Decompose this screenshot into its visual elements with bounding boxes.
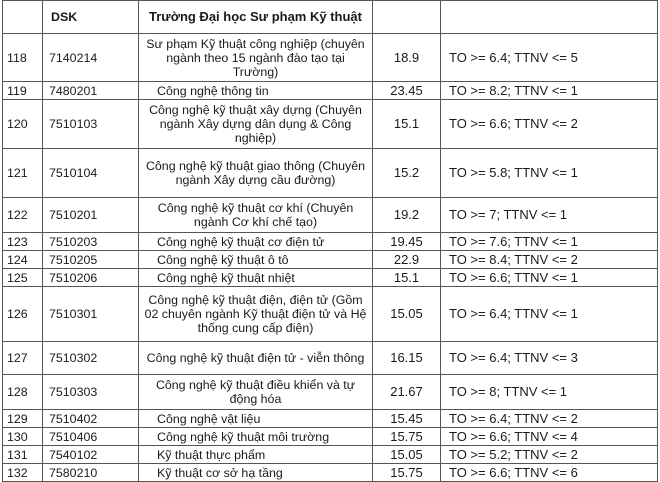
- major-name: Công nghệ kỹ thuật xây dựng (Chuyên ngành Xây dựng dân dụng & Công nghiệp): [139, 100, 373, 149]
- header-row: [3, 1, 658, 34]
- tie-break-criteria: TO >= 6.6; TTNV <= 2: [441, 100, 658, 149]
- table-row: [3, 464, 658, 482]
- major-name: Công nghệ kỹ thuật điều khiển và tự động hóa: [139, 375, 373, 410]
- table-row: [3, 149, 658, 198]
- row-number: 125: [3, 269, 43, 287]
- row-number: 126: [3, 287, 43, 342]
- table-row: [3, 287, 658, 342]
- major-code: 7140214: [43, 34, 139, 82]
- cutoff-score: 15.1: [373, 269, 441, 287]
- cutoff-score: 15.05: [373, 446, 441, 464]
- major-name: Kỹ thuật thực phẩm: [139, 446, 373, 464]
- major-code: 7510302: [43, 342, 139, 375]
- header-criteria: [441, 1, 658, 34]
- row-number: 122: [3, 198, 43, 233]
- major-code: 7510205: [43, 251, 139, 269]
- tie-break-criteria: TO >= 6.6; TTNV <= 6: [441, 464, 658, 482]
- major-code: 7510206: [43, 269, 139, 287]
- major-name: Công nghệ kỹ thuật điện tử - viễn thông: [139, 342, 373, 375]
- major-name: Công nghệ kỹ thuật giao thông (Chuyên ngành Xây dựng cầu đường): [139, 149, 373, 198]
- cutoff-score: 22.9: [373, 251, 441, 269]
- row-number: 119: [3, 82, 43, 100]
- cutoff-score: 15.75: [373, 464, 441, 482]
- row-number: 132: [3, 464, 43, 482]
- header-code: DSK: [43, 1, 139, 34]
- tie-break-criteria: TO >= 8.4; TTNV <= 2: [441, 251, 658, 269]
- row-number: 129: [3, 410, 43, 428]
- table-row: [3, 100, 658, 149]
- table-row: [3, 251, 658, 269]
- tie-break-criteria: TO >= 8; TTNV <= 1: [441, 375, 658, 410]
- tie-break-criteria: TO >= 5.2; TTNV <= 2: [441, 446, 658, 464]
- row-number: 123: [3, 233, 43, 251]
- row-number: 118: [3, 34, 43, 82]
- table-row: [3, 342, 658, 375]
- major-name: Công nghệ kỹ thuật cơ khí (Chuyên ngành Cơ khí chế tạo): [139, 198, 373, 233]
- cutoff-score: 15.1: [373, 100, 441, 149]
- major-code: 7510203: [43, 233, 139, 251]
- major-code: 7510103: [43, 100, 139, 149]
- major-name: Sư phạm Kỹ thuật công nghiệp (chuyên ngành theo 15 ngành đào tạo tại Trường): [139, 34, 373, 82]
- cutoff-score: 18.9: [373, 34, 441, 82]
- cutoff-score: 21.67: [373, 375, 441, 410]
- row-number: 120: [3, 100, 43, 149]
- row-number: 128: [3, 375, 43, 410]
- table-row: [3, 34, 658, 82]
- major-name: Công nghệ vật liệu: [139, 410, 373, 428]
- table-body: [3, 34, 658, 482]
- tie-break-criteria: TO >= 6.4; TTNV <= 2: [441, 410, 658, 428]
- major-name: Công nghệ thông tin: [139, 82, 373, 100]
- table-row: [3, 269, 658, 287]
- tie-break-criteria: TO >= 6.4; TTNV <= 1: [441, 287, 658, 342]
- major-code: 7510406: [43, 428, 139, 446]
- major-code: 7480201: [43, 82, 139, 100]
- table-row: [3, 82, 658, 100]
- major-name: Công nghệ kỹ thuật ô tô: [139, 251, 373, 269]
- major-name: Công nghệ kỹ thuật nhiệt: [139, 269, 373, 287]
- row-number: 121: [3, 149, 43, 198]
- major-code: 7510104: [43, 149, 139, 198]
- tie-break-criteria: TO >= 7; TTNV <= 1: [441, 198, 658, 233]
- cutoff-score: 16.15: [373, 342, 441, 375]
- cutoff-score: 23.45: [373, 82, 441, 100]
- row-number: 127: [3, 342, 43, 375]
- row-number: 130: [3, 428, 43, 446]
- major-code: 7510201: [43, 198, 139, 233]
- tie-break-criteria: TO >= 6.4; TTNV <= 3: [441, 342, 658, 375]
- table-row: [3, 428, 658, 446]
- cutoff-score: 19.2: [373, 198, 441, 233]
- tie-break-criteria: TO >= 6.6; TTNV <= 1: [441, 269, 658, 287]
- table-row: [3, 410, 658, 428]
- major-code: 7510402: [43, 410, 139, 428]
- cutoff-score: 19.45: [373, 233, 441, 251]
- major-code: 7510301: [43, 287, 139, 342]
- tie-break-criteria: TO >= 5.8; TTNV <= 1: [441, 149, 658, 198]
- major-name: Công nghệ kỹ thuật môi trường: [139, 428, 373, 446]
- cutoff-score: 15.05: [373, 287, 441, 342]
- row-number: 131: [3, 446, 43, 464]
- major-name: Công nghệ kỹ thuật cơ điện tử: [139, 233, 373, 251]
- header-school-name: Trường Đại học Sư phạm Kỹ thuật: [139, 1, 373, 34]
- table-row: [3, 375, 658, 410]
- major-name: Kỹ thuật cơ sở hạ tầng: [139, 464, 373, 482]
- header-stt: [3, 1, 43, 34]
- major-code: 7580210: [43, 464, 139, 482]
- row-number: 124: [3, 251, 43, 269]
- major-name: Công nghệ kỹ thuật điện, điện tử (Gồm 02 chuyên ngành Kỹ thuật điện tử và Hệ thống cung cấp điện): [139, 287, 373, 342]
- table-row: [3, 198, 658, 233]
- table-row: [3, 446, 658, 464]
- cutoff-score: 15.45: [373, 410, 441, 428]
- tie-break-criteria: TO >= 6.6; TTNV <= 4: [441, 428, 658, 446]
- admission-table: [2, 0, 658, 482]
- tie-break-criteria: TO >= 8.2; TTNV <= 1: [441, 82, 658, 100]
- header-score: [373, 1, 441, 34]
- cutoff-score: 15.2: [373, 149, 441, 198]
- table-row: [3, 233, 658, 251]
- tie-break-criteria: TO >= 6.4; TTNV <= 5: [441, 34, 658, 82]
- tie-break-criteria: TO >= 7.6; TTNV <= 1: [441, 233, 658, 251]
- cutoff-score: 15.75: [373, 428, 441, 446]
- major-code: 7510303: [43, 375, 139, 410]
- major-code: 7540102: [43, 446, 139, 464]
